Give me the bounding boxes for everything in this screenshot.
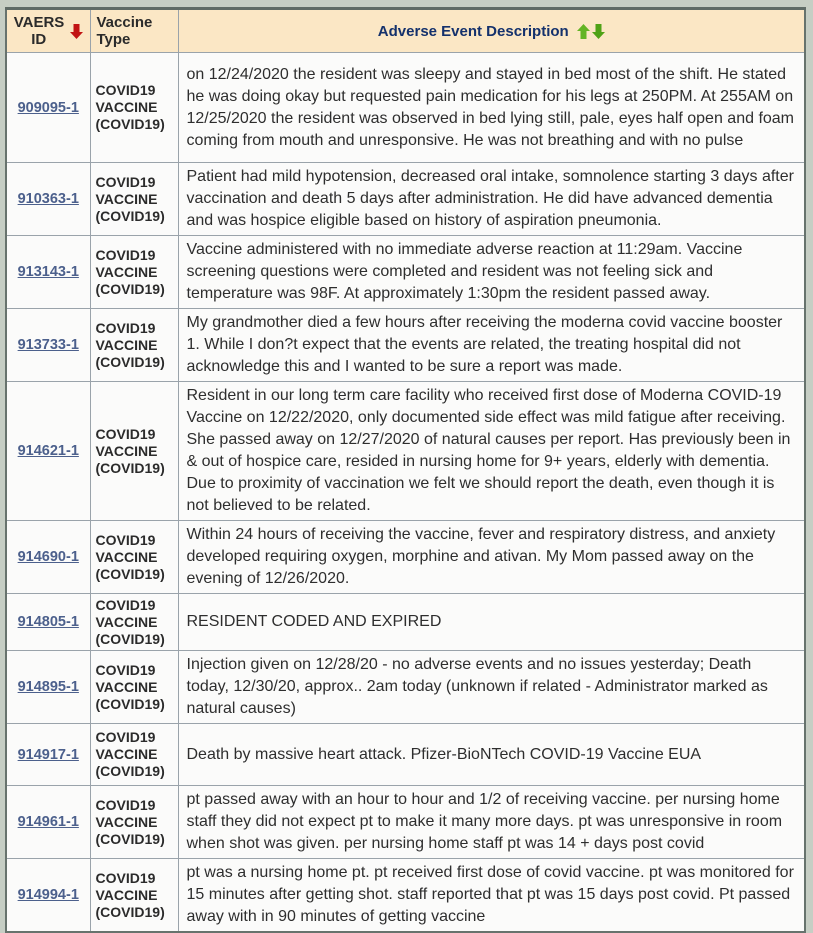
vaccine-type-cell: COVID19 VACCINE (COVID19) xyxy=(90,309,178,382)
vaers-id-link[interactable]: 909095-1 xyxy=(17,99,79,116)
vaers-id-header-label: VAERS ID xyxy=(13,14,65,48)
adverse-event-description-cell: pt passed away with an hour to hour and 1/2 of receiving vaccine. per nursing home staff they did not expect pt to make it many more days. pt was unresponsive in room when shot was given. per nursing home staff pt was 14 + days post covid xyxy=(178,786,805,859)
vaers-id-link[interactable]: 914994-1 xyxy=(17,887,79,903)
table-row xyxy=(6,859,805,933)
table-row xyxy=(6,594,805,651)
adverse-event-description-cell: Resident in our long term care facility who received first dose of Moderna COVID-19 Vaccine on 12/22/2020, only documented side effect was mild fatigue after receiving. She passed away on 12/27/2020 of natural causes per report. Has previously been in & out of hospice care, resided in nursing home for 9+ years, elderly with dementia. Due to proximity of vaccination we felt we should report the death, even though it is not believed to be related. xyxy=(178,382,805,521)
adverse-events-table xyxy=(5,7,806,933)
description-sort-arrows xyxy=(577,24,605,39)
vaers-results-page xyxy=(5,7,806,933)
adverse-event-description-cell: RESIDENT CODED AND EXPIRED xyxy=(178,594,805,651)
col-header-vaccine-type[interactable] xyxy=(90,9,178,53)
vaers-id-link[interactable]: 914917-1 xyxy=(17,746,79,763)
vaccine-type-cell: COVID19 VACCINE (COVID19) xyxy=(90,382,178,521)
table-row xyxy=(6,651,805,724)
table-row xyxy=(6,163,805,236)
adverse-event-description-cell: My grandmother died a few hours after receiving the moderna covid vaccine booster 1. While I don?t expect that the events are related, the treating hospital did not acknowledge this and I wanted to be sure a report was made. xyxy=(178,309,805,382)
adverse-event-description-cell: pt was a nursing home pt. pt received first dose of covid vaccine. pt was monitored for 15 minutes after getting shot. staff reported that pt was 15 days post covid. Pt passed away with in 90 minutes of getting vaccine xyxy=(178,859,805,933)
vaers-id-link[interactable]: 910363-1 xyxy=(17,191,79,207)
vaccine-type-cell: COVID19 VACCINE (COVID19) xyxy=(90,236,178,309)
vaers-id-cell xyxy=(6,724,90,786)
description-header-label: Adverse Event Description xyxy=(377,22,569,40)
vaccine-type-header-label: Vaccine Type xyxy=(96,14,153,48)
sort-ascending-green-arrow-icon[interactable] xyxy=(577,24,590,39)
table-row xyxy=(6,786,805,859)
adverse-event-description-cell: on 12/24/2020 the resident was sleepy and stayed in bed most of the shift. He stated he was doing okay but requested pain medication for his legs at 250PM. At 255AM on 12/25/2020 the resident was observed in bed lying still, pale, eyes half open and foam coming from mouth and unresponsive. He was not breathing and with no pulse xyxy=(178,53,805,163)
table-row xyxy=(6,521,805,594)
vaers-id-cell xyxy=(6,309,90,382)
table-body xyxy=(6,53,805,933)
vaers-id-cell xyxy=(6,594,90,651)
adverse-event-description-cell: Death by massive heart attack. Pfizer-BioNTech COVID-19 Vaccine EUA xyxy=(178,724,805,786)
vaccine-type-cell: COVID19 VACCINE (COVID19) xyxy=(90,651,178,724)
vaccine-type-cell: COVID19 VACCINE (COVID19) xyxy=(90,859,178,933)
vaers-id-link[interactable]: 914895-1 xyxy=(17,679,79,695)
sort-descending-green-arrow-icon[interactable] xyxy=(592,24,605,39)
vaers-id-link[interactable]: 913143-1 xyxy=(17,264,79,280)
adverse-event-description-cell: Patient had mild hypotension, decreased oral intake, somnolence starting 3 days after vaccination and death 5 days after administration. He did have advanced dementia and was hospice eligible based on history of aspiration pneumonia. xyxy=(178,163,805,236)
vaers-id-link[interactable]: 914690-1 xyxy=(17,549,79,565)
table-header-row xyxy=(6,9,805,53)
vaccine-type-cell: COVID19 VACCINE (COVID19) xyxy=(90,53,178,163)
vaers-id-cell xyxy=(6,163,90,236)
vaers-id-cell xyxy=(6,651,90,724)
vaers-id-link[interactable]: 914621-1 xyxy=(17,443,79,459)
table-row xyxy=(6,382,805,521)
table-row xyxy=(6,53,805,163)
vaers-id-cell xyxy=(6,786,90,859)
vaers-id-cell xyxy=(6,236,90,309)
vaccine-type-cell: COVID19 VACCINE (COVID19) xyxy=(90,163,178,236)
vaers-id-link[interactable]: 914961-1 xyxy=(17,814,79,830)
table-row xyxy=(6,309,805,382)
sort-descending-red-arrow-icon[interactable] xyxy=(70,24,83,39)
vaccine-type-cell: COVID19 VACCINE (COVID19) xyxy=(90,521,178,594)
vaccine-type-cell: COVID19 VACCINE (COVID19) xyxy=(90,786,178,859)
col-header-vaers-id[interactable] xyxy=(6,9,90,53)
vaers-id-cell xyxy=(6,53,90,163)
adverse-event-description-cell: Within 24 hours of receiving the vaccine, fever and respiratory distress, and anxiety developed requiring oxygen, morphine and ativan. My Mom passed away on the evening of 12/26/2020. xyxy=(178,521,805,594)
vaers-id-link[interactable]: 913733-1 xyxy=(17,337,79,353)
vaers-id-cell xyxy=(6,521,90,594)
table-row xyxy=(6,724,805,786)
vaccine-type-cell: COVID19 VACCINE (COVID19) xyxy=(90,594,178,651)
vaers-id-cell xyxy=(6,382,90,521)
adverse-event-description-cell: Vaccine administered with no immediate adverse reaction at 11:29am. Vaccine screening questions were completed and resident was not feeling sick and temperature was 98F. At approximately 1:30pm the resident passed away. xyxy=(178,236,805,309)
vaccine-type-cell: COVID19 VACCINE (COVID19) xyxy=(90,724,178,786)
col-header-adverse-event-description[interactable] xyxy=(178,9,805,53)
table-row xyxy=(6,236,805,309)
vaers-id-cell xyxy=(6,859,90,933)
adverse-event-description-cell: Injection given on 12/28/20 - no adverse events and no issues yesterday; Death today, 12/30/20, approx.. 2am today (unknown if related - Administrator marked as natural causes) xyxy=(178,651,805,724)
vaers-id-link[interactable]: 914805-1 xyxy=(17,614,79,630)
